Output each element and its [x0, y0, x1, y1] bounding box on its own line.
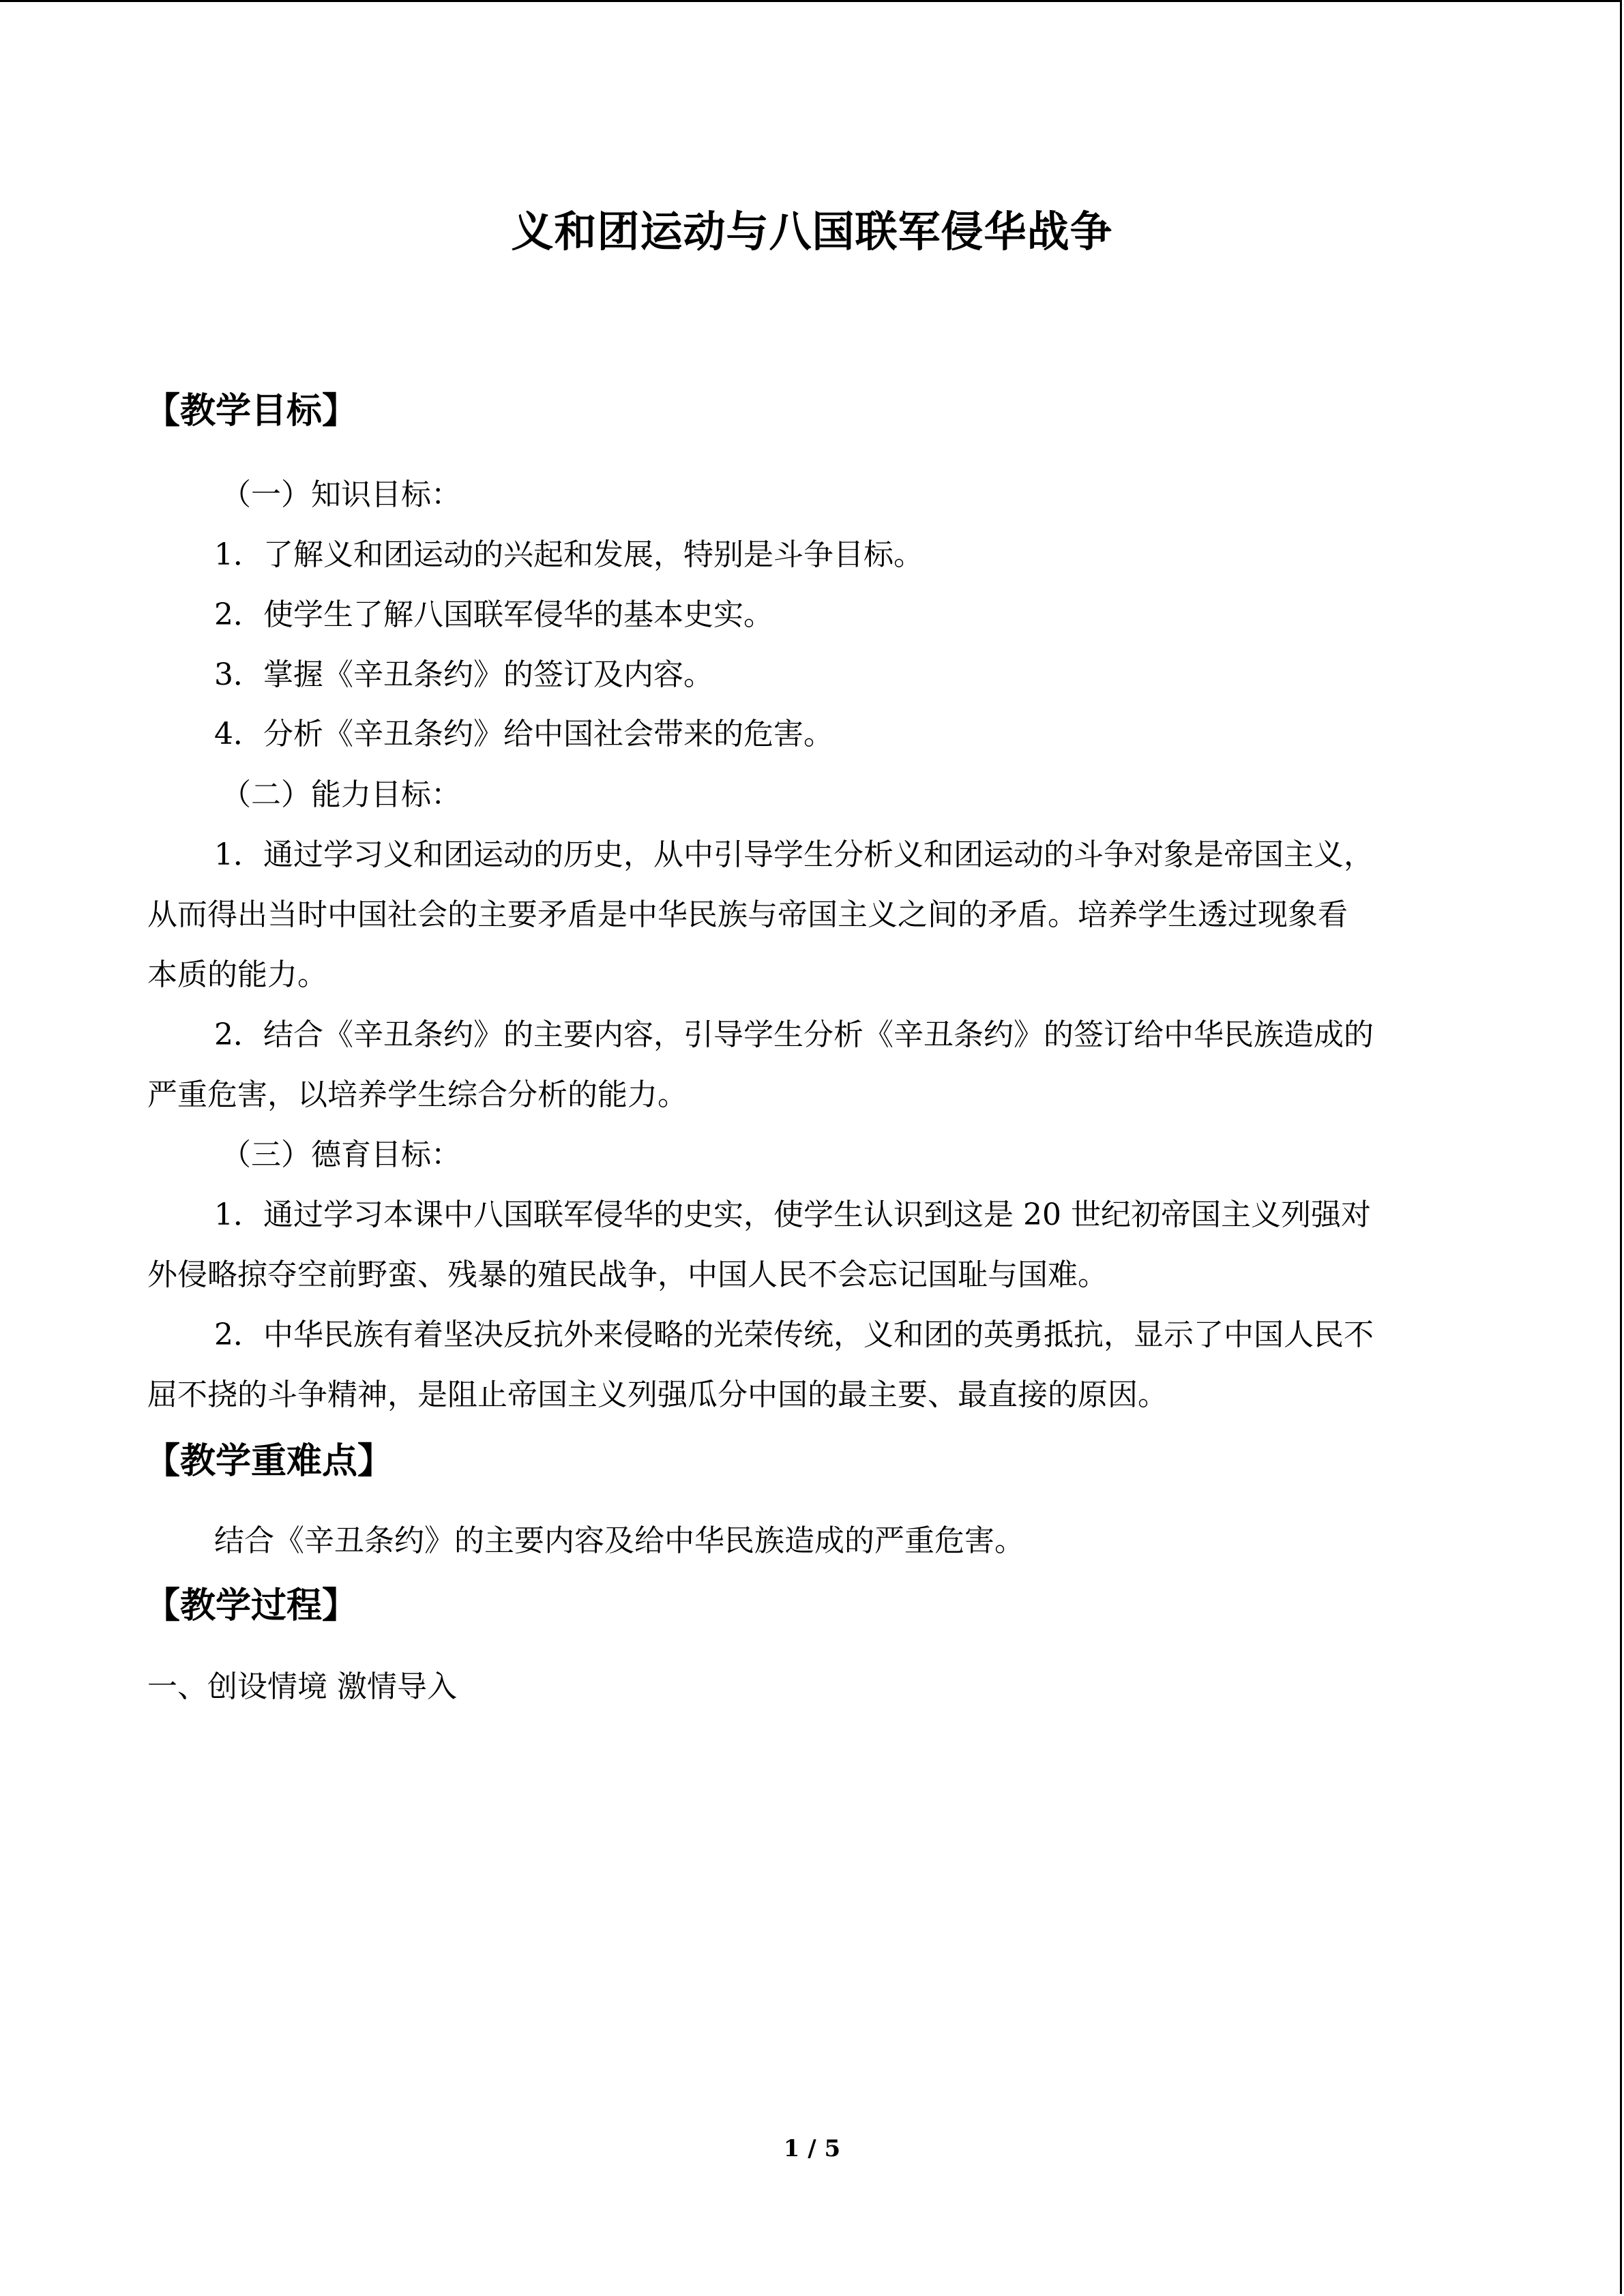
- ability-item-1-line-3: 本质的能力。: [147, 957, 327, 992]
- document-title: 义和团运动与八国联军侵华战争: [511, 207, 1113, 256]
- ability-item-2-line-2: 严重危害，以培养学生综合分析的能力。: [147, 1077, 688, 1112]
- knowledge-item-2: 2．使学生了解八国联军侵华的基本史实。: [214, 597, 773, 632]
- ability-item-1-line-2: 从而得出当时中国社会的主要矛盾是中华民族与帝国主义之间的矛盾。培养学生透过现象看: [147, 897, 1348, 932]
- ability-item-1-line-1: 1．通过学习义和团运动的历史，从中引导学生分析义和团运动的斗争对象是帝国主义，: [214, 837, 1374, 872]
- moral-item-2-line-2: 屈不挠的斗争精神，是阻止帝国主义列强瓜分中国的最主要、最直接的原因。: [147, 1377, 1168, 1412]
- knowledge-item-1: 1．了解义和团运动的兴起和发展，特别是斗争目标。: [214, 537, 924, 572]
- moral-item-1-line-1: 1．通过学习本课中八国联军侵华的史实，使学生认识到这是 20 世纪初帝国主义列强对: [214, 1197, 1371, 1232]
- process-step-1: 一、创设情境 激情导入: [147, 1669, 457, 1704]
- heading-teaching-objectives: 【教学目标】: [145, 390, 358, 432]
- key-points-text: 结合《辛丑条约》的主要内容及给中华民族造成的严重危害。: [214, 1523, 1024, 1558]
- knowledge-item-3: 3．掌握《辛丑条约》的签订及内容。: [214, 657, 713, 692]
- moral-objectives-label: （三）德育目标：: [221, 1137, 461, 1172]
- page-number: 1 / 5: [783, 2135, 841, 2162]
- moral-item-1-line-2: 外侵略掠夺空前野蛮、残暴的殖民战争，中国人民不会忘记国耻与国难。: [147, 1257, 1108, 1292]
- knowledge-item-4: 4．分析《辛丑条约》给中国社会带来的危害。: [214, 717, 833, 751]
- heading-key-points: 【教学重难点】: [145, 1440, 394, 1482]
- ability-item-2-line-1: 2．结合《辛丑条约》的主要内容，引导学生分析《辛丑条约》的签订给中华民族造成的: [214, 1017, 1374, 1052]
- knowledge-objectives-label: （一）知识目标：: [221, 477, 461, 512]
- heading-teaching-process: 【教学过程】: [145, 1585, 358, 1626]
- moral-item-2-line-1: 2．中华民族有着坚决反抗外来侵略的光荣传统，义和团的英勇抵抗，显示了中国人民不: [214, 1317, 1374, 1352]
- ability-objectives-label: （二）能力目标：: [221, 777, 461, 812]
